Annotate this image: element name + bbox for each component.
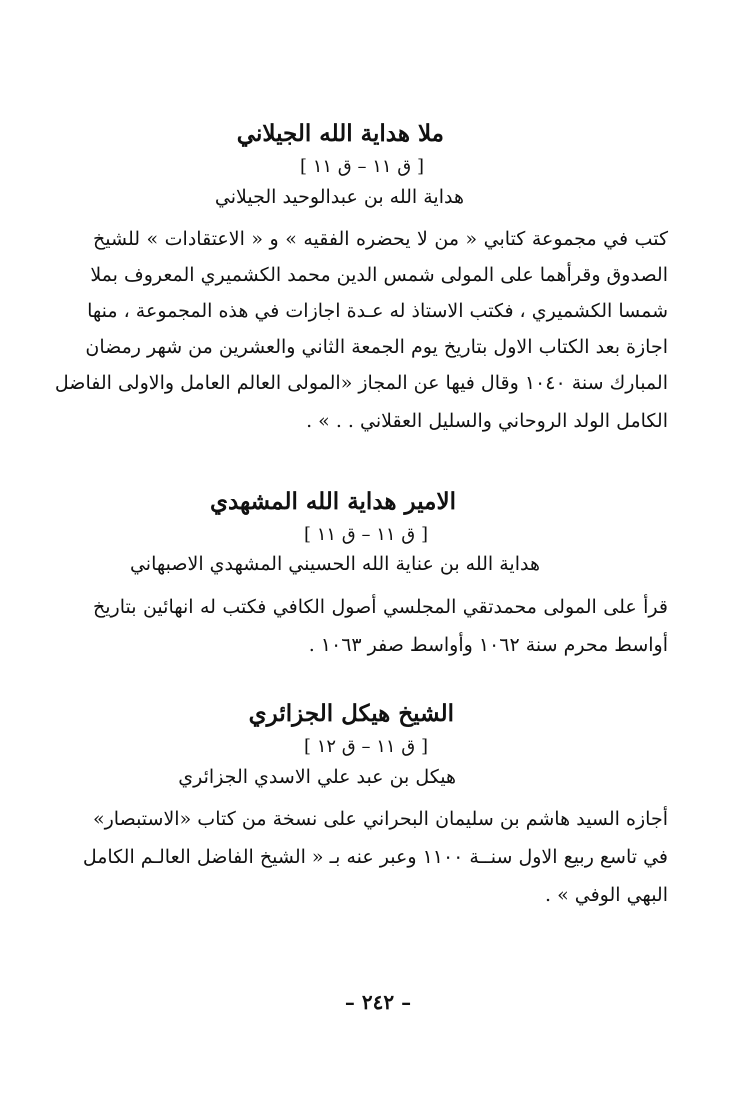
entry-paragraph-line: الكامل الولد الروحاني والسليل العقلاني . . » . — [306, 410, 668, 432]
entry-title: الامير هداية الله المشهدي — [209, 488, 456, 515]
entry-full-name: هداية الله بن عناية الله الحسيني المشهدي الاصبهاني — [129, 553, 540, 575]
entry-full-name: هيكل بن عبد علي الاسدي الجزائري — [178, 766, 456, 788]
entry-title: ملا هداية الله الجيلاني — [236, 120, 444, 147]
entry-paragraph-line: كتب في مجموعة كتابي « من لا يحضره الفقيه » و « الاعتقادات » للشيخ — [93, 228, 668, 250]
entry-paragraph-line: الصدوق وقرأهما على المولى شمس الدين محمد الكشميري المعروف بملا — [90, 264, 668, 286]
entry-paragraph-line: البهي الوفي » . — [545, 884, 668, 906]
entry-title: الشيخ هيكل الجزائري — [248, 700, 454, 727]
entry-paragraph-line: أجازه السيد هاشم بن سليمان البحراني على نسخة من كتاب «الاستبصار» — [93, 808, 668, 830]
entry-date-range: [ ق ١١ – ق ١٢ ] — [303, 736, 428, 757]
entry-paragraph-line: في تاسع ربيع الاول سنــة ١١٠٠ وعبر عنه بـ « الشيخ الفاضل العالـم الكامل — [82, 846, 668, 868]
entry-full-name: هداية الله بن عبدالوحيد الجيلاني — [214, 186, 464, 208]
entry-paragraph-line: قرأ على المولى محمدتقي المجلسي أصول الكافي فكتب له انهائين بتاريخ — [93, 596, 668, 618]
entry-paragraph-line: شمسا الكشميري ، فكتب الاستاذ له عـدة اجازات في هذه المجموعة ، منها — [87, 300, 668, 322]
entry-paragraph-line: اجازة بعد الكتاب الاول بتاريخ يوم الجمعة الثاني والعشرين من شهر رمضان — [85, 336, 668, 358]
entry-paragraph-line: المبارك سنة ١٠٤٠ وقال فيها عن المجاز «المولى العالم العامل والاولى الفاضل — [54, 372, 668, 394]
page-number: – ٢٤٢ – — [344, 990, 412, 1014]
entry-paragraph-line: أواسط محرم سنة ١٠٦٢ وأواسط صفر ١٠٦٣ . — [308, 634, 668, 656]
entry-date-range: [ ق ١١ – ق ١١ ] — [299, 156, 424, 177]
entry-date-range: [ ق ١١ – ق ١١ ] — [303, 524, 428, 545]
